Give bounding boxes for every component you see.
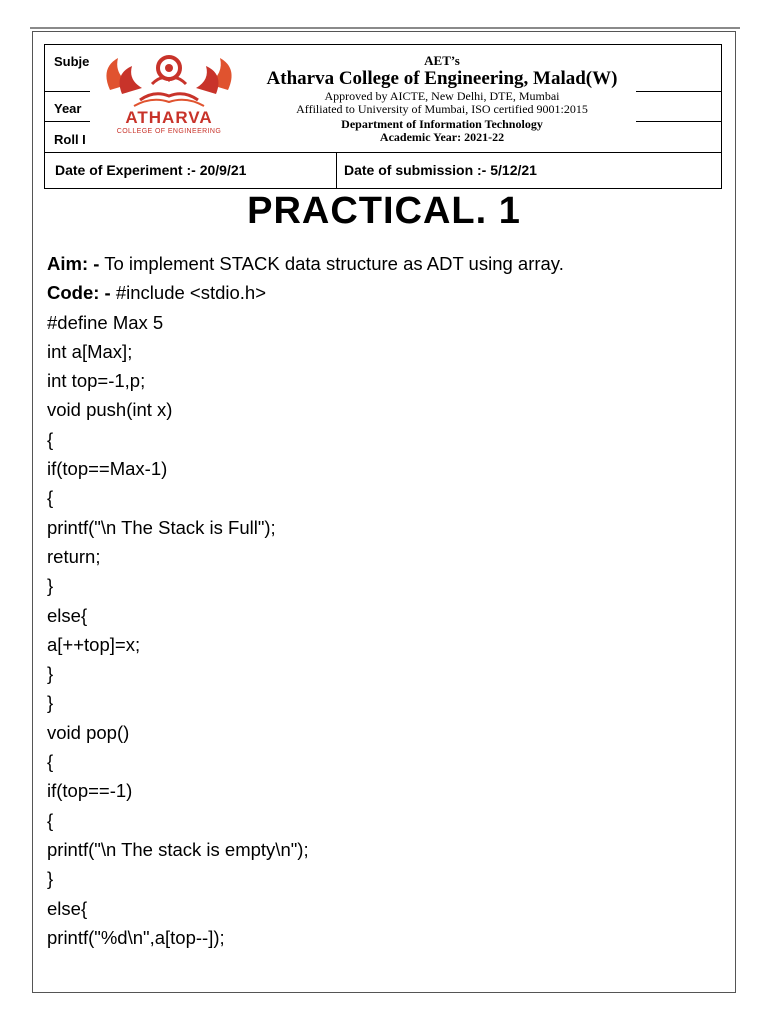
college-logo (90, 50, 248, 142)
date-of-experiment: Date of Experiment :- 20/9/21 (55, 162, 247, 178)
code-include: #include <stdio.h> (110, 282, 267, 304)
department-line: Department of Information Technology (341, 116, 543, 131)
document-body (47, 249, 727, 952)
code-line: int a[Max]; (47, 340, 133, 362)
header-row-line (45, 121, 91, 122)
code-line: { (47, 428, 54, 450)
affiliation-line: Affiliated to University of Mumbai, ISO certified 9001:2015 (296, 102, 588, 117)
header-row-line (45, 152, 722, 153)
code-line: a[++top]=x; (47, 633, 141, 655)
code-line: return; (47, 545, 101, 567)
code-line: else{ (47, 604, 88, 626)
date-divider (336, 153, 337, 188)
college-heading (246, 54, 638, 144)
code-line: else{ (47, 897, 88, 919)
code-line: } (47, 663, 54, 685)
aim-text: To implement STACK data structure as ADT using array. (99, 253, 564, 274)
aim-line (47, 249, 727, 278)
top-rule (30, 27, 740, 29)
code-line: if(top==-1) (47, 780, 133, 802)
code-line: #define Max 5 (47, 311, 164, 333)
header-row-line (636, 91, 722, 92)
code-line: int top=-1,p; (47, 370, 146, 392)
header-row-line (45, 91, 91, 92)
logo-emblem-icon (90, 50, 248, 110)
college-name: Atharva College of Engineering, Malad(W) (266, 68, 618, 90)
code-first-line (47, 278, 727, 307)
aets-label: AET’s (424, 53, 460, 68)
roll-label: Roll I (54, 132, 86, 147)
code-line: printf("%d\n",a[top--]); (47, 926, 225, 948)
code-line: void push(int x) (47, 399, 173, 421)
code-label: Code: - (47, 282, 111, 304)
year-label: Year (54, 101, 82, 116)
code-line: void pop() (47, 721, 130, 743)
code-line: printf("\n The Stack is Full"); (47, 516, 276, 538)
aim-label: Aim: - (47, 253, 100, 274)
header-row-line (636, 121, 722, 122)
subject-label: Subje (54, 54, 90, 69)
practical-title: PRACTICAL. 1 (247, 190, 521, 232)
approval-line: Approved by AICTE, New Delhi, DTE, Mumbai (324, 89, 560, 104)
code-line: { (47, 487, 54, 509)
code-line: { (47, 809, 54, 831)
code-line: if(top==Max-1) (47, 458, 168, 480)
logo-subtitle: COLLEGE OF ENGINEERING (116, 128, 222, 135)
date-of-submission: Date of submission :- 5/12/21 (344, 162, 537, 178)
code-line: printf("\n The stack is empty\n"); (47, 838, 309, 860)
code-line: } (47, 692, 54, 714)
academic-year-line: Academic Year: 2021-22 (379, 129, 505, 144)
code-line: } (47, 575, 54, 597)
code-line: { (47, 751, 54, 773)
code-line: } (47, 868, 54, 890)
logo-wordmark: ATHARVA (125, 108, 213, 127)
